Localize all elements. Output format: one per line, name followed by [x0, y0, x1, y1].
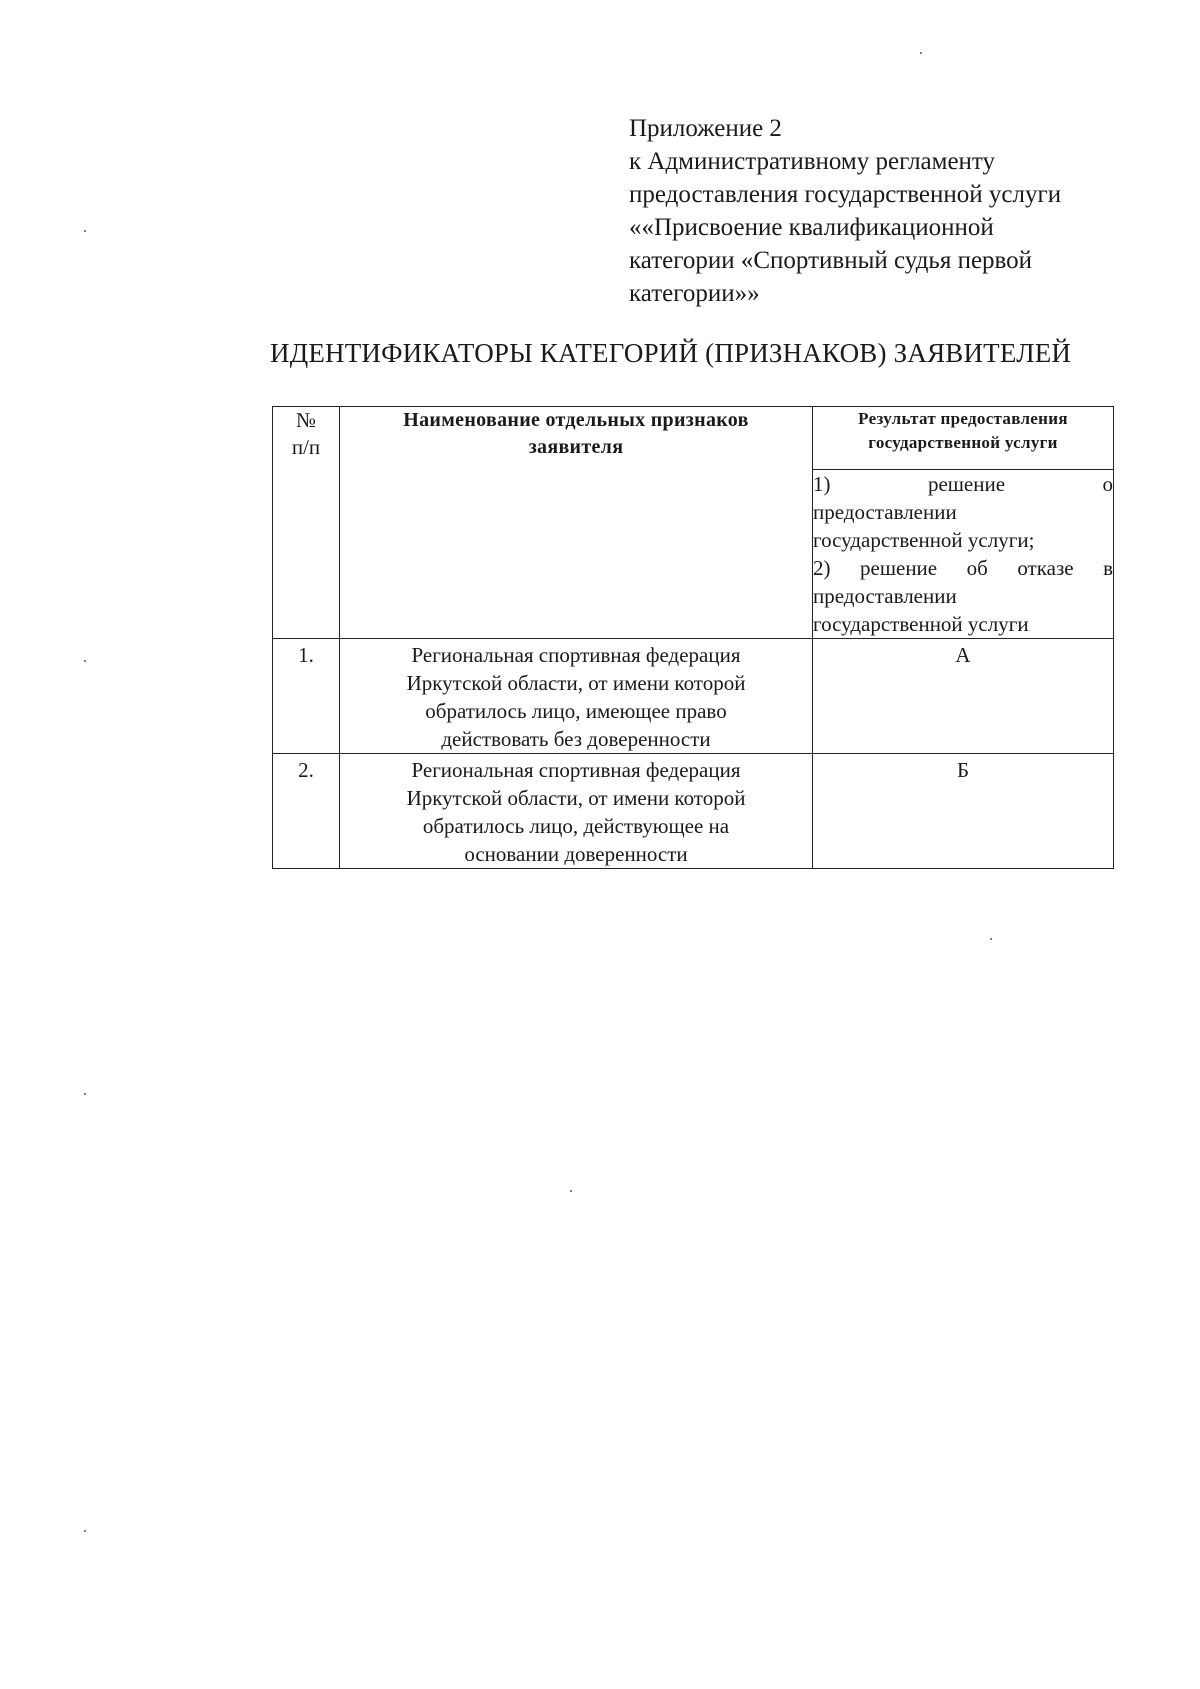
table-row — [273, 754, 1114, 869]
annex-header — [629, 112, 1169, 310]
row-name: Региональная спортивная федерация Иркутской области, от имени которой обратилось лицо, действующее на основании доверенности — [340, 754, 813, 869]
header-name: Наименование отдельных признаков заявителя — [340, 407, 813, 639]
scan-speck — [920, 52, 922, 54]
scan-speck — [570, 1190, 572, 1192]
scan-speck — [84, 230, 86, 232]
annex-line: категории «Спортивный судья первой — [629, 247, 1033, 274]
row-num: 1. — [273, 639, 340, 754]
annex-line: предоставления государственной услуги — [629, 181, 1062, 208]
header-result: Результат предоставления государственной услуги — [813, 407, 1114, 470]
annex-line: Приложение 2 — [629, 115, 782, 142]
scan-speck — [84, 1093, 86, 1095]
document-title: ИДЕНТИФИКАТОРЫ КАТЕГОРИЙ (ПРИЗНАКОВ) ЗАЯВИТЕЛЕЙ — [270, 338, 1072, 368]
result-option-2: 2) решение об отказе в — [813, 556, 1113, 580]
header-num: № п/п — [273, 407, 340, 639]
table-row — [273, 639, 1114, 754]
row-num: 2. — [273, 754, 340, 869]
scan-speck — [990, 938, 992, 940]
annex-line: категории»» — [629, 280, 760, 307]
annex-line: ««Присвоение квалификационной — [629, 214, 994, 241]
identifiers-table — [272, 406, 1114, 869]
row-result: Б — [813, 754, 1114, 869]
result-options: 1) решение о предоставлении государственной услуги; 2) решение об отказе в предоставлении государственной услуги — [813, 470, 1114, 639]
row-name: Региональная спортивная федерация Иркутской области, от имени которой обратилось лицо, имеющее право действовать без доверенности — [340, 639, 813, 754]
row-result: А — [813, 639, 1114, 754]
table-header-row — [273, 407, 1114, 470]
annex-line: к Административному регламенту — [629, 148, 996, 175]
scan-speck — [84, 1530, 86, 1532]
scan-speck — [84, 660, 86, 662]
